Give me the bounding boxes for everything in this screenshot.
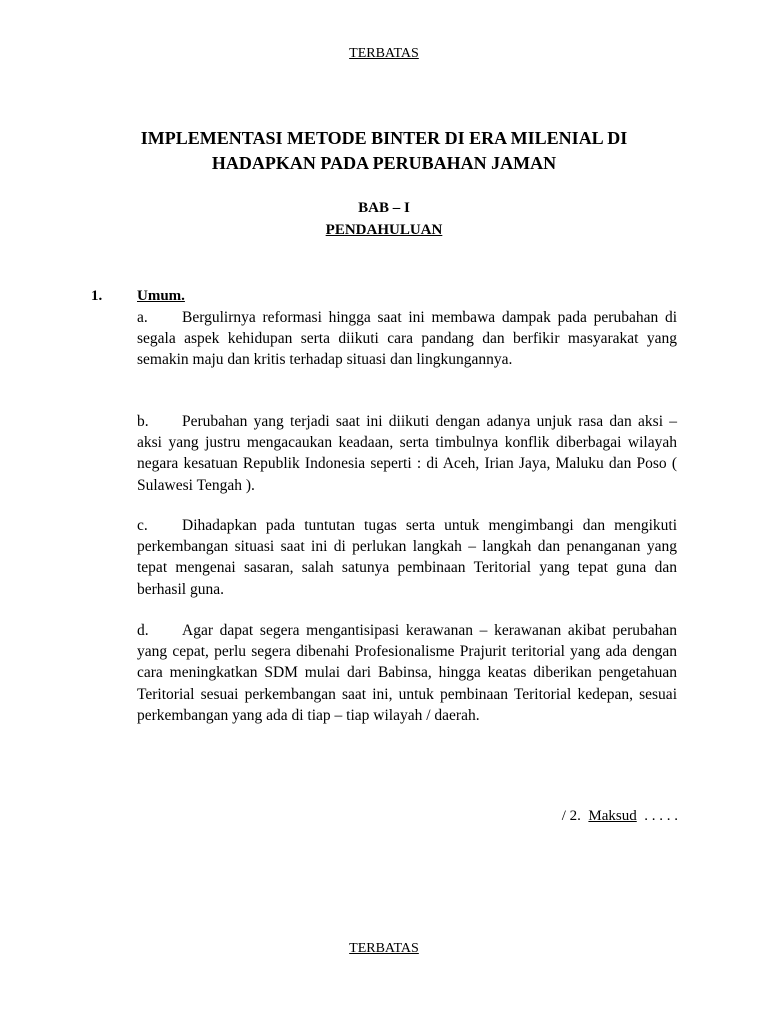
- title-line-2: HADAPKAN PADA PERUBAHAN JAMAN: [211, 153, 557, 173]
- chapter-name: PENDAHULUAN: [325, 222, 443, 238]
- paragraph-letter: c.: [137, 517, 148, 534]
- paragraph-text: Perubahan yang terjadi saat ini diikuti dengan adanya unjuk rasa dan aksi – aksi yang justru mengacaukan keadaan, serta timbulnya konflik diberbagai wilayah negara kesatuan Republik Indonesia seperti : di Aceh, Irian Jaya, Maluku dan Poso ( Sulawesi Tengah ).: [137, 413, 677, 494]
- paragraph-text: Bergulirnya reformasi hingga saat ini membawa dampak pada perubahan di segala aspek kehidupan serta diikuti cara pandang dan berfikir masyarakat yang semakin maju dan kritis terhadap situasi dan lingkungannya.: [137, 309, 677, 369]
- continuation-dots: . . . . .: [644, 808, 678, 824]
- continuation-word: Maksud: [588, 808, 637, 824]
- header-classification: TERBATAS: [349, 46, 419, 61]
- paragraph-c: [137, 515, 677, 600]
- paragraph-letter: d.: [137, 622, 149, 639]
- paragraph-letter: a.: [137, 309, 148, 326]
- document-title: [60, 126, 708, 176]
- chapter-heading: [0, 197, 768, 241]
- chapter-number: BAB – I: [358, 200, 410, 216]
- continuation-prefix: / 2.: [561, 808, 581, 824]
- section-title: Umum.: [137, 288, 185, 304]
- section-number: 1.: [91, 288, 103, 304]
- paragraph-text: Agar dapat segera mengantisipasi kerawanan – kerawanan akibat perubahan yang cepat, perlu segera dibenahi Profesionalisme Prajurit teritorial yang ada dengan cara meningkatkan SDM mulai dari Babinsa, hingga keatas diberikan pengetahuan Teritorial sesuai perkembangan saat ini, untuk pembinaan Teritorial kedepan, sesuai perkembangan yang ada di tiap – tiap wilayah / daerah.: [137, 622, 677, 724]
- paragraph-text: Dihadapkan pada tuntutan tugas serta untuk mengimbangi dan mengikuti perkembangan situasi saat ini di perlukan langkah – langkah dan penanganan yang tepat mengenai sasaran, salah satunya pembinaan Teritorial yang tepat guna dan berhasil guna.: [137, 517, 677, 598]
- paragraph-a: [137, 307, 677, 371]
- continuation-marker: [562, 808, 678, 825]
- title-line-1: IMPLEMENTASI METODE BINTER DI ERA MILENIAL DI: [140, 128, 628, 148]
- paragraph-b: [137, 411, 677, 496]
- footer-classification: TERBATAS: [349, 941, 419, 956]
- paragraph-d: [137, 620, 677, 726]
- paragraph-letter: b.: [137, 413, 149, 430]
